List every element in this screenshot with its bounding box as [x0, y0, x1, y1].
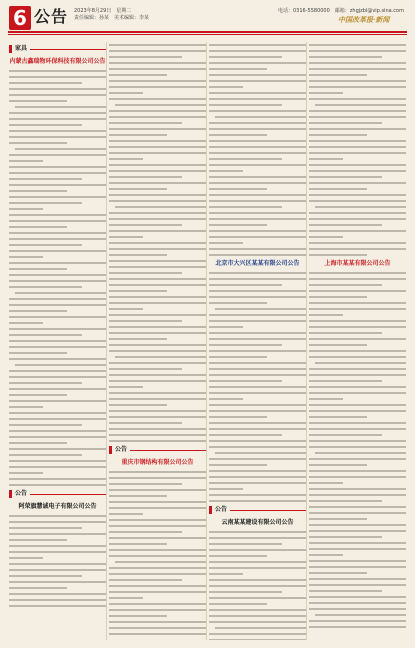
contact-hotline: 电话：0316-5580000 邮箱：zhgjzbl@vip.sina.com	[278, 8, 404, 14]
column-divider	[306, 42, 307, 640]
tag-rule	[30, 49, 106, 50]
issue-date: 2023年8月29日 星期二	[74, 8, 132, 14]
column-1	[9, 42, 106, 640]
issue-meta	[74, 8, 149, 22]
notice-title: 云南某某建设有限公司公告	[221, 519, 294, 526]
column-3	[209, 42, 306, 640]
column-4	[309, 42, 406, 640]
notice-body	[9, 513, 106, 608]
section-title: 公告	[34, 7, 69, 26]
notice-title: 上海市某某有限公司公告	[324, 260, 391, 267]
notice-body	[209, 270, 306, 503]
section-tag-label: 公告	[15, 490, 28, 497]
column-divider	[106, 42, 107, 640]
notice-body	[309, 42, 406, 257]
tag-marker-icon	[209, 506, 212, 514]
notice-title: 重庆市钢结构有限公司公告	[121, 459, 194, 466]
notice-title: 北京市大兴区某某有限公司公告	[215, 260, 300, 267]
notice-body	[209, 529, 306, 640]
section-tag	[9, 44, 106, 54]
masthead	[0, 0, 415, 40]
section-tag	[109, 445, 206, 455]
tag-rule	[30, 494, 106, 495]
header-rule-thin	[8, 34, 407, 35]
notice-body	[109, 42, 206, 443]
section-tag-label: 家具	[15, 45, 28, 52]
tag-rule	[230, 510, 306, 511]
notice-body	[109, 469, 206, 636]
notice-body	[209, 42, 306, 257]
section-tag	[9, 489, 106, 499]
tag-marker-icon	[109, 446, 112, 454]
notice-body	[9, 68, 106, 487]
column-2	[109, 42, 206, 640]
header-rule	[8, 31, 407, 33]
section-tag	[209, 505, 306, 515]
notice-title: 内蒙古鑫瑞物环保科技有限公司公告	[9, 58, 106, 65]
section-tag-label: 公告	[215, 506, 228, 513]
tag-marker-icon	[9, 45, 12, 53]
tag-rule	[130, 450, 206, 451]
column-divider	[206, 42, 207, 640]
brand-logo: 中国改革报·新闻	[338, 15, 390, 24]
section-tag-label: 公告	[115, 446, 128, 453]
issue-editors: 责任编辑：孙某 美术编辑：李某	[74, 15, 150, 21]
tag-marker-icon	[9, 490, 12, 498]
notice-body	[309, 270, 406, 629]
page-number-badge: 6	[9, 6, 31, 30]
notice-title: 阿荣旗慧诚电子有限公司公告	[18, 503, 97, 510]
